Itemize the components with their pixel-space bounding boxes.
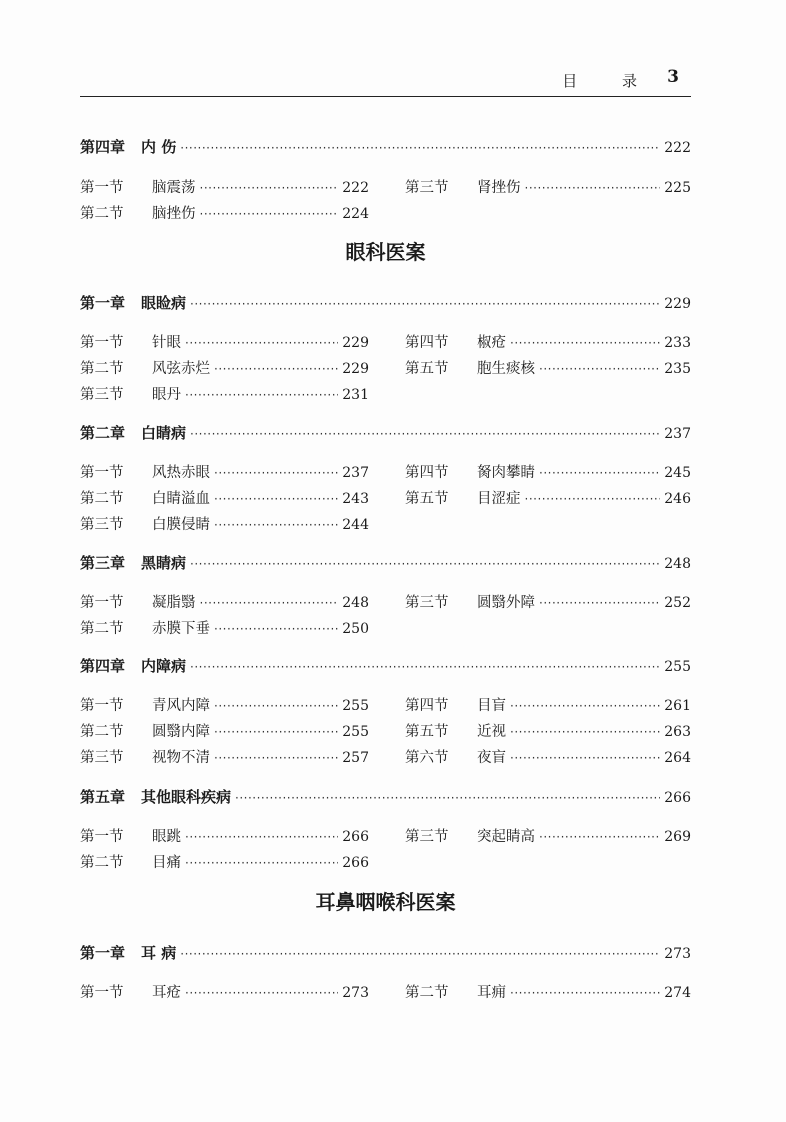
leader-dots <box>214 466 338 480</box>
section-title: 圆翳内障 <box>152 724 210 740</box>
toc-chapter[interactable] <box>80 552 691 573</box>
toc-section[interactable] <box>80 981 369 1002</box>
section-page: 245 <box>664 465 691 481</box>
leader-dots <box>539 596 660 610</box>
page-number: 3 <box>667 67 679 87</box>
toc-section[interactable] <box>80 357 369 378</box>
leader-dots <box>180 141 660 155</box>
toc-section[interactable] <box>80 694 369 715</box>
leader-dots <box>185 388 338 402</box>
toc-section[interactable] <box>80 617 369 638</box>
toc-chapter[interactable] <box>80 655 691 676</box>
section-label: 第二节 <box>80 491 124 507</box>
section-page: 229 <box>342 361 369 377</box>
toc-section[interactable] <box>405 591 691 612</box>
toc-section[interactable] <box>80 383 369 404</box>
toc-section[interactable] <box>405 487 691 508</box>
toc-chapter[interactable] <box>80 422 691 443</box>
leader-dots <box>214 699 338 713</box>
section-page: 244 <box>342 517 369 533</box>
section-page: 229 <box>342 335 369 351</box>
section-label: 第四节 <box>405 335 449 351</box>
header-title: 目 录 <box>562 72 657 90</box>
toc-section[interactable] <box>405 694 691 715</box>
leader-dots <box>525 492 661 506</box>
section-label: 第五节 <box>405 361 449 377</box>
toc-section[interactable] <box>80 720 369 741</box>
section-label: 第三节 <box>405 829 449 845</box>
section-page: 269 <box>664 829 691 845</box>
section-label: 第三节 <box>80 517 124 533</box>
toc-section[interactable] <box>405 331 691 352</box>
leader-dots <box>180 947 660 961</box>
toc-section[interactable] <box>80 461 369 482</box>
section-title: 椒疮 <box>477 335 506 351</box>
chapter-page: 273 <box>664 946 691 962</box>
section-label: 第一节 <box>80 465 124 481</box>
leader-dots <box>539 362 660 376</box>
chapter-label: 第五章 <box>80 788 126 806</box>
section-title: 耳痈 <box>477 985 506 1001</box>
toc-section[interactable] <box>80 513 369 534</box>
leader-dots <box>510 751 660 765</box>
section-title: 夜盲 <box>477 750 506 766</box>
chapter-label: 第四章 <box>80 657 126 675</box>
section-title: 肾挫伤 <box>477 180 521 196</box>
leader-dots <box>510 725 660 739</box>
section-page: 274 <box>664 985 691 1001</box>
section-title: 赤膜下垂 <box>152 621 210 637</box>
section-label: 第一节 <box>80 698 124 714</box>
toc-section[interactable] <box>405 357 691 378</box>
chapter-page: 229 <box>664 296 691 312</box>
section-label: 第三节 <box>80 750 124 766</box>
chapter-title: 其他眼科疾病 <box>141 788 232 806</box>
section-title: 风弦赤烂 <box>152 361 210 377</box>
leader-dots <box>185 856 338 870</box>
chapter-page: 255 <box>664 659 691 675</box>
leader-dots <box>190 557 660 571</box>
section-page: 255 <box>342 698 369 714</box>
section-label: 第四节 <box>405 465 449 481</box>
section-page: 255 <box>342 724 369 740</box>
section-page: 246 <box>664 491 691 507</box>
section-title: 眼丹 <box>152 387 181 403</box>
chapter-label: 第二章 <box>80 424 126 442</box>
section-title: 目涩症 <box>477 491 521 507</box>
toc-section[interactable] <box>405 461 691 482</box>
chapter-page: 266 <box>664 790 691 806</box>
running-header <box>80 64 691 97</box>
leader-dots <box>510 699 660 713</box>
section-label: 第三节 <box>80 387 124 403</box>
section-label: 第五节 <box>405 491 449 507</box>
section-page: 266 <box>342 829 369 845</box>
leader-dots <box>510 986 660 1000</box>
section-label: 第二节 <box>80 724 124 740</box>
toc-section[interactable] <box>80 331 369 352</box>
section-label: 第一节 <box>80 829 124 845</box>
leader-dots <box>185 830 338 844</box>
leader-dots <box>214 622 338 636</box>
chapter-label: 第一章 <box>80 944 126 962</box>
section-title: 凝脂翳 <box>152 595 196 611</box>
chapter-title: 白睛病 <box>141 424 187 442</box>
section-title: 目痛 <box>152 855 181 871</box>
leader-dots <box>190 427 660 441</box>
toc-chapter[interactable] <box>80 942 691 963</box>
toc-section[interactable] <box>80 825 369 846</box>
chapter-label: 第一章 <box>80 294 126 312</box>
section-page: 225 <box>664 180 691 196</box>
section-title: 眼跳 <box>152 829 181 845</box>
section-page: 231 <box>342 387 369 403</box>
section-label: 第六节 <box>405 750 449 766</box>
chapter-label: 第四章 <box>80 138 126 156</box>
chapter-label: 第三章 <box>80 554 126 572</box>
toc-section[interactable] <box>405 981 691 1002</box>
toc-chapter[interactable] <box>80 136 691 157</box>
toc-section[interactable] <box>80 851 369 872</box>
chapter-title: 耳 病 <box>141 944 177 962</box>
leader-dots <box>200 596 339 610</box>
toc-section[interactable] <box>80 591 369 612</box>
section-title: 白睛溢血 <box>152 491 210 507</box>
section-label: 第二节 <box>80 855 124 871</box>
section-page: 237 <box>342 465 369 481</box>
leader-dots <box>235 791 660 805</box>
section-page: 252 <box>664 595 691 611</box>
section-page: 222 <box>342 180 369 196</box>
section-label: 第二节 <box>80 361 124 377</box>
section-page: 248 <box>342 595 369 611</box>
toc-section[interactable] <box>80 176 369 197</box>
section-label: 第一节 <box>80 335 124 351</box>
leader-dots <box>539 466 660 480</box>
section-page: 243 <box>342 491 369 507</box>
toc-chapter[interactable] <box>80 292 691 313</box>
toc-section[interactable] <box>405 746 691 767</box>
section-title: 脑震荡 <box>152 180 196 196</box>
section-page: 266 <box>342 855 369 871</box>
chapter-title: 内 伤 <box>141 138 177 156</box>
part-title: 眼科医案 <box>345 240 426 264</box>
section-label: 第三节 <box>405 180 449 196</box>
section-page: 224 <box>342 206 369 222</box>
toc-section[interactable] <box>80 202 369 223</box>
section-page: 261 <box>664 698 691 714</box>
leader-dots <box>525 181 661 195</box>
section-title: 白膜侵睛 <box>152 517 210 533</box>
section-page: 264 <box>664 750 691 766</box>
toc-section[interactable] <box>80 487 369 508</box>
leader-dots <box>539 830 660 844</box>
section-page: 250 <box>342 621 369 637</box>
leader-dots <box>214 492 338 506</box>
toc-section[interactable] <box>80 746 369 767</box>
section-title: 近视 <box>477 724 506 740</box>
section-label: 第五节 <box>405 724 449 740</box>
section-label: 第一节 <box>80 985 124 1001</box>
section-page: 235 <box>664 361 691 377</box>
leader-dots <box>214 725 338 739</box>
leader-dots <box>214 518 338 532</box>
section-title: 胬肉攀睛 <box>477 465 535 481</box>
section-label: 第一节 <box>80 595 124 611</box>
toc-section[interactable] <box>405 176 691 197</box>
chapter-title: 眼睑病 <box>141 294 187 312</box>
section-label: 第二节 <box>405 985 449 1001</box>
chapter-page: 237 <box>664 426 691 442</box>
leader-dots <box>510 336 660 350</box>
leader-dots <box>190 297 660 311</box>
section-label: 第一节 <box>80 180 124 196</box>
toc-section[interactable] <box>405 825 691 846</box>
section-label: 第三节 <box>405 595 449 611</box>
leader-dots <box>200 207 339 221</box>
section-label: 第二节 <box>80 621 124 637</box>
section-title: 风热赤眼 <box>152 465 210 481</box>
leader-dots <box>185 336 338 350</box>
section-title: 圆翳外障 <box>477 595 535 611</box>
toc-chapter[interactable] <box>80 786 691 807</box>
chapter-title: 内障病 <box>141 657 187 675</box>
section-title: 视物不清 <box>152 750 210 766</box>
leader-dots <box>185 986 338 1000</box>
section-title: 胞生痰核 <box>477 361 535 377</box>
section-page: 233 <box>664 335 691 351</box>
section-title: 耳疮 <box>152 985 181 1001</box>
chapter-title: 黑睛病 <box>141 554 187 572</box>
leader-dots <box>214 362 338 376</box>
part-title: 耳鼻咽喉科医案 <box>315 890 456 914</box>
section-title: 针眼 <box>152 335 181 351</box>
chapter-page: 222 <box>664 140 691 156</box>
toc-section[interactable] <box>405 720 691 741</box>
section-page: 257 <box>342 750 369 766</box>
section-title: 青风内障 <box>152 698 210 714</box>
section-label: 第四节 <box>405 698 449 714</box>
section-title: 脑挫伤 <box>152 206 196 222</box>
section-title: 目盲 <box>477 698 506 714</box>
leader-dots <box>214 751 338 765</box>
leader-dots <box>200 181 339 195</box>
section-title: 突起睛高 <box>477 829 535 845</box>
chapter-page: 248 <box>664 556 691 572</box>
section-label: 第二节 <box>80 206 124 222</box>
section-page: 273 <box>342 985 369 1001</box>
leader-dots <box>190 660 660 674</box>
section-page: 263 <box>664 724 691 740</box>
